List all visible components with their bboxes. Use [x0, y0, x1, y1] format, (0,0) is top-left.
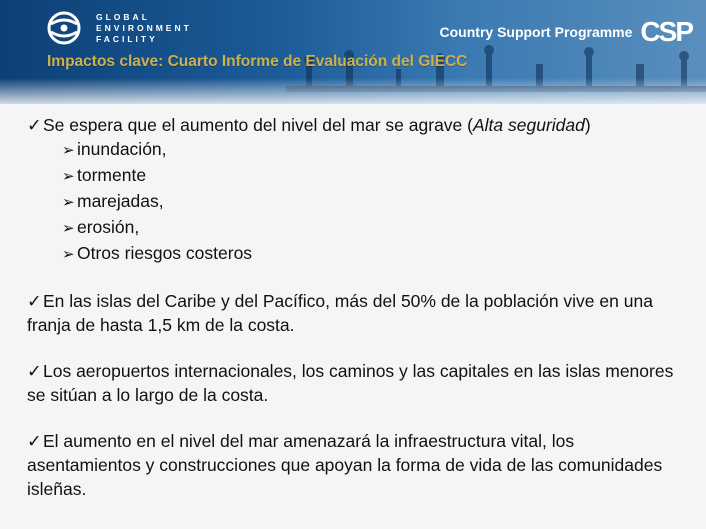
- csp-mark: CSP: [640, 16, 692, 47]
- sub-list-item: [62, 137, 687, 163]
- bullet-emphasis: Alta seguridad: [472, 115, 585, 135]
- gef-logo: [46, 10, 192, 46]
- bullet-item: [27, 359, 687, 407]
- arrow-icon: ➢: [62, 220, 75, 237]
- bullet-text: El aumento en el nivel del mar amenazará la infraestructura vital, los asentamientos y construcciones que apoyan la forma de vida de las comunidades isleñas.: [27, 431, 663, 499]
- globe-icon: [46, 10, 82, 46]
- check-icon: ✓: [27, 291, 42, 311]
- gef-wordmark: [96, 12, 192, 45]
- bullet-text: En las islas del Caribe y del Pacífico, más del 50% de la población vive en una franja de hasta 1,5 km de la costa.: [27, 291, 653, 335]
- slide-title: Impactos clave: Cuarto Informe de Evaluación del GIECC: [47, 53, 468, 70]
- bullet-item: [27, 289, 687, 337]
- check-icon: ✓: [27, 115, 42, 135]
- header-banner: [0, 0, 706, 104]
- sub-list-item: [62, 189, 687, 215]
- arrow-icon: ➢: [62, 194, 75, 211]
- bullet-item: [27, 113, 687, 267]
- bullet-item: [27, 429, 687, 501]
- sub-list-text: marejadas,: [77, 191, 164, 211]
- bullet-text: Los aeropuertos internacionales, los caminos y las capitales en las islas menores se sitúan a lo largo de la costa.: [27, 361, 674, 405]
- bullet-text-tail: ): [584, 115, 591, 135]
- sub-list-text: erosión,: [77, 217, 140, 237]
- sub-list: [27, 137, 687, 267]
- bullet-text: Se espera que el aumento del nivel del mar se agrave (: [43, 115, 473, 135]
- check-icon: ✓: [27, 431, 42, 451]
- gef-wordmark-line: GLOBAL: [96, 11, 150, 22]
- gef-wordmark-line: ENVIRONMENT: [96, 22, 192, 33]
- sub-list-text: inundación,: [77, 139, 167, 159]
- arrow-icon: ➢: [62, 246, 75, 263]
- csp-logo: [440, 16, 692, 48]
- sub-list-text: tormente: [77, 165, 147, 185]
- arrow-icon: ➢: [62, 168, 75, 185]
- slide-content: [27, 113, 687, 501]
- arrow-icon: ➢: [62, 142, 75, 159]
- programme-name: Country Support Programme: [439, 24, 633, 40]
- sub-list-text: Otros riesgos costeros: [77, 243, 253, 263]
- sub-list-item: [62, 241, 687, 267]
- sub-list-item: [62, 215, 687, 241]
- gef-wordmark-line: FACILITY: [96, 33, 158, 44]
- check-icon: ✓: [27, 361, 42, 381]
- banner-fade: [0, 78, 706, 104]
- sub-list-item: [62, 163, 687, 189]
